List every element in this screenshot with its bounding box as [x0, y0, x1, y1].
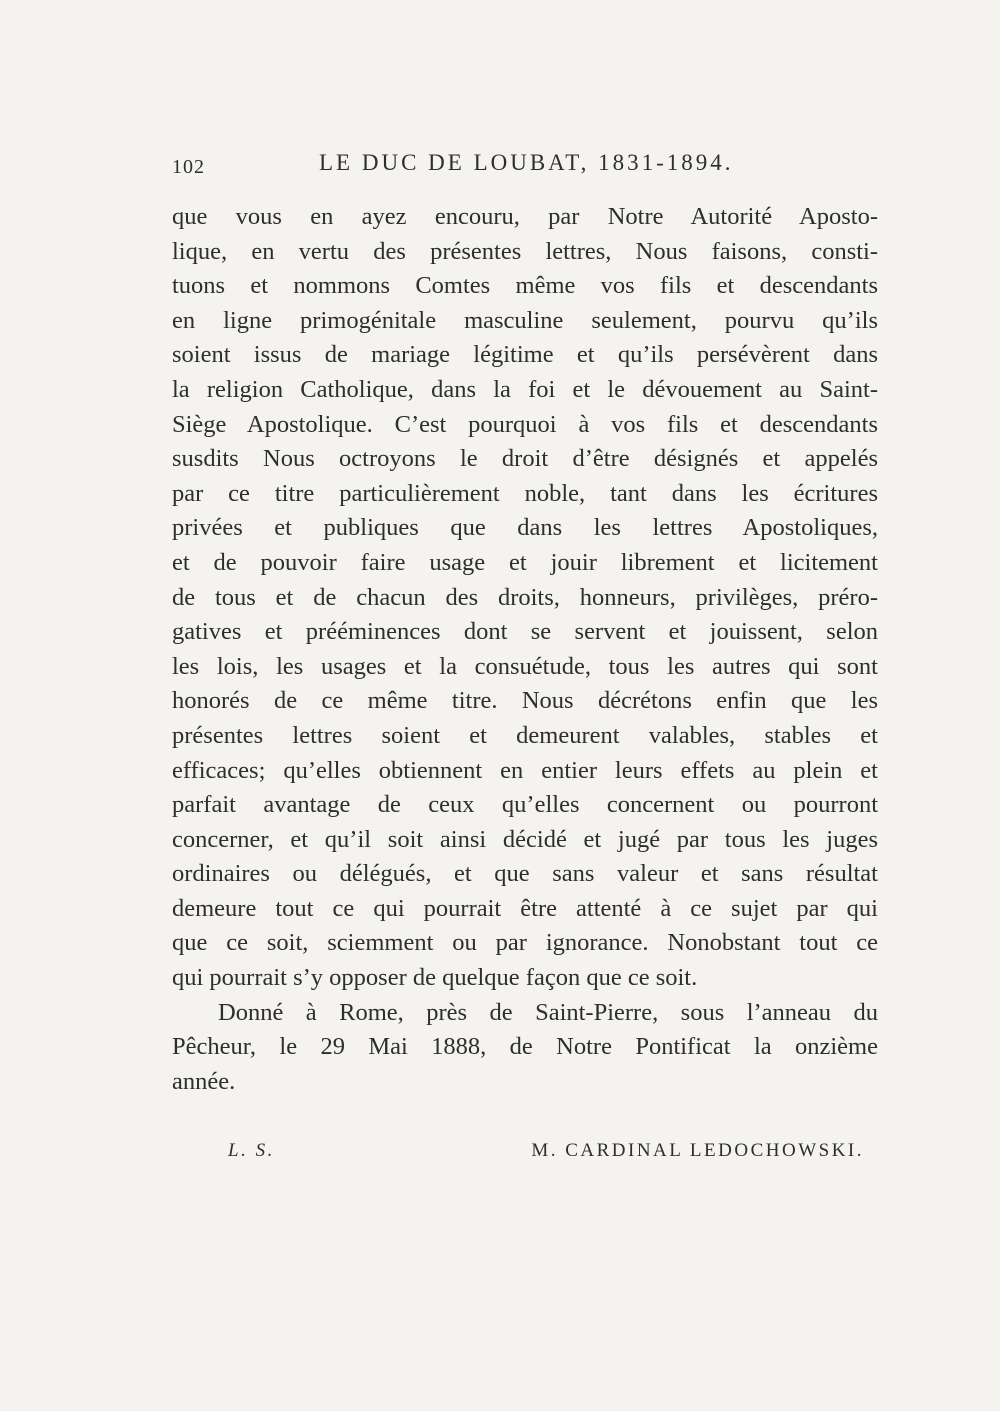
body-text [172, 200, 878, 1099]
text-line: Pêcheur, le 29 Mai 1888, de Notre Pontificat la onzième [172, 1033, 878, 1061]
page-header [172, 150, 882, 190]
text-line: efficaces; qu’elles obtiennent en entier leurs effets au plein et [172, 756, 878, 784]
text-line: par ce titre particulièrement noble, tant dans les écritures [172, 479, 878, 507]
text-line: de tous et de chacun des droits, honneurs, privilèges, préro- [172, 583, 878, 611]
text-line: tuons et nommons Comtes même vos fils et descendants [172, 272, 878, 300]
text-line: qui pourrait s’y opposer de quelque façon que ce soit. [172, 964, 698, 992]
text-line: Donné à Rome, près de Saint-Pierre, sous l’anneau du [218, 998, 878, 1026]
seal-mark: L. S. [228, 1140, 275, 1161]
text-line: la religion Catholique, dans la foi et le dévouement au Saint- [172, 375, 878, 403]
text-line: ordinaires ou délégués, et que sans valeur et sans résultat [172, 860, 878, 888]
text-line: concerner, et qu’il soit ainsi décidé et jugé par tous les juges [172, 825, 878, 853]
text-line: demeure tout ce qui pourrait être attenté à ce sujet par qui [172, 894, 878, 922]
signatory-name: M. CARDINAL LEDOCHOWSKI. [531, 1140, 864, 1161]
text-line: gatives et prééminences dont se servent et jouissent, selon [172, 618, 878, 646]
text-line: Siège Apostolique. C’est pourquoi à vos fils et descendants [172, 410, 878, 438]
text-line: lique, en vertu des présentes lettres, Nous faisons, consti- [172, 237, 878, 265]
text-line: en ligne primogénitale masculine seulement, pourvu qu’ils [172, 306, 878, 334]
text-line: soient issus de mariage légitime et qu’ils persévèrent dans [172, 341, 878, 369]
text-line: présentes lettres soient et demeurent valables, stables et [172, 721, 878, 749]
running-title: LE DUC DE LOUBAT, 1831-1894. [319, 150, 734, 175]
text-line: honorés de ce même titre. Nous décrétons enfin que les [172, 687, 878, 715]
signature-block [172, 1140, 882, 1170]
text-line: et de pouvoir faire usage et jouir librement et licitement [172, 548, 878, 576]
text-line: que ce soit, sciemment ou par ignorance. Nonobstant tout ce [172, 929, 878, 957]
text-line: les lois, les usages et la consuétude, tous les autres qui sont [172, 652, 878, 680]
page-number: 102 [172, 156, 205, 178]
text-line: privées et publiques que dans les lettres Apostoliques, [172, 514, 878, 542]
text-line: parfait avantage de ceux qu’elles concernent ou pourront [172, 791, 878, 819]
text-line: année. [172, 1067, 236, 1095]
text-line: que vous en ayez encouru, par Notre Autorité Aposto- [172, 203, 878, 230]
text-line: susdits Nous octroyons le droit d’être désignés et appelés [172, 445, 878, 473]
